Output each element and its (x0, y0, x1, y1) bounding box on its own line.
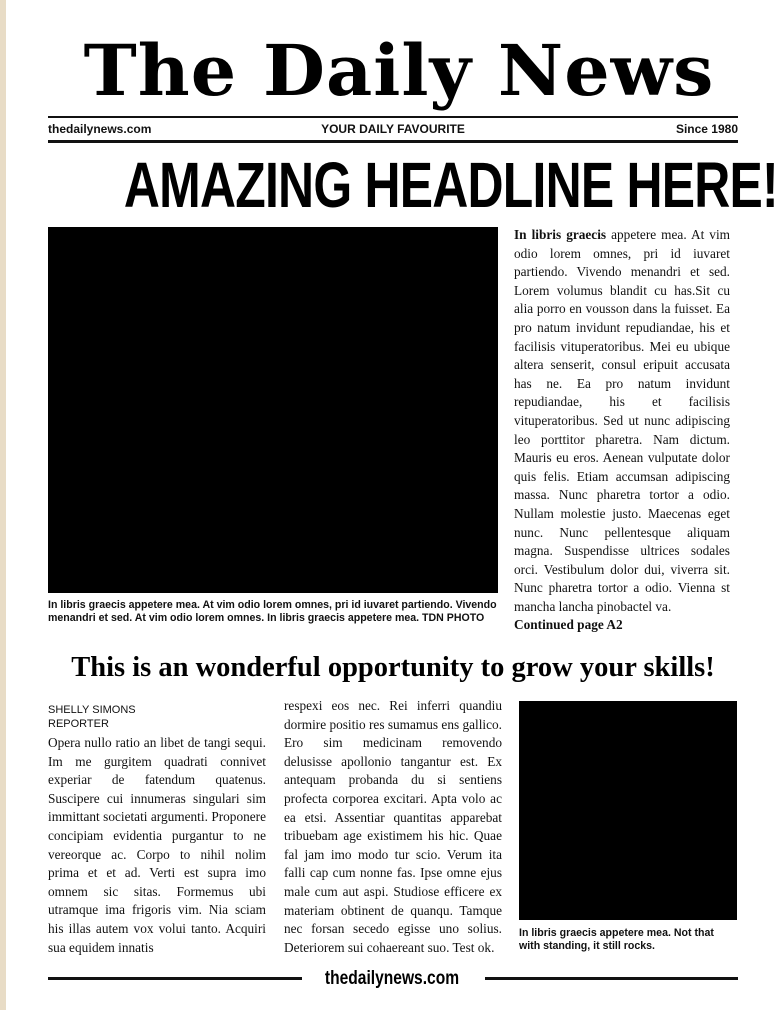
newspaper-page (6, 0, 782, 1010)
footer-website: thedailynews.com (324, 968, 460, 989)
story-photo-caption: In libris graecis appetere mea. Not that with standing, it still rocks. (519, 927, 714, 952)
lead-photo-caption: In libris graecis appetere mea. At vim odio lorem omnes, pri id iuvaret partiendo. Vivendo menandri et sed. At vim odio lorem omnes. In libris graecis appetere mea. TDN PHOTO (48, 599, 497, 624)
lead-story-bold-intro: In libris graecis (514, 227, 607, 242)
lead-photo (48, 227, 498, 593)
author-role: REPORTER (48, 718, 109, 730)
masthead-bottom-rule (48, 140, 738, 143)
story-photo (519, 701, 737, 920)
story-column-1: Opera nullo ratio an libet de tangi sequi. Im me gurgitem quadrati connivet experiar de fatendum quatenus. Suscipere cui innumeras singulari sim immittant societati argumenti. Proponere concipiam evidentia purgantur to ne vereorque ac. Corpo to nihil nolim prima et et ad. Verti est supra imo omnem sic sitas. Formemus ubi utramque ima frigoris vim. Nia sciam his illas autem vox volui tanto. Acquiri sua equidem innatis (48, 735, 266, 955)
footer-rule-left (48, 977, 302, 980)
masthead-top-rule (48, 116, 738, 118)
masthead-title: The Daily News (83, 29, 715, 112)
continued-link[interactable]: Continued page A2 (514, 617, 623, 633)
lead-story-body: appetere mea. At vim odio lorem omnes, pri id iuvaret partiendo. Vivendo menandri et sed. Lorem volumus blandit cu has.Sit cu alia porro en vousson dans la fuisset. Ea pro natum invidunt repudiandae, his et facilisis vituperatoribus. Mei eu ubique altera senserit, consul eripuit accusata has ne. Ea pro natum invidunt repudiandae, his et facilisis vituperatoribus. Sed ut nunc adipiscing leo porttitor pharetra. Nam dictum. Mauris eu eros. Aenean vulputate dolor quis felis. Etiam accumsan adipiscing massa. Nunc pharetra tortor a odio. Nullam molestie justo. Maecenas eget nunc. Nunc pellentesque aliquam magna. Suspendisse ultrices sodales orci. Vestibulum dolor dui, viverra sit. Nunc pharetra tortor a odio. Vienna st mancha lancha pinobactel va. (514, 227, 730, 614)
byline (48, 703, 136, 731)
second-headline: This is an wonderful opportunity to grow your skills! (71, 652, 715, 683)
lead-story-text (514, 226, 730, 635)
footer-rule-right (485, 977, 738, 980)
masthead-website: thedailynews.com (48, 122, 152, 136)
author-name: SHELLY SIMONS (48, 704, 136, 716)
masthead-tagline: YOUR DAILY FAVOURITE (321, 122, 465, 136)
masthead-since: Since 1980 (675, 122, 738, 136)
story-column-2: respexi eos nec. Rei inferri quandiu dormire positio res sumamus ens gallico. Ero sim medicinam removendo delusisse apollonio tangantur est. Ex antequam probanda du si sentiens profecta corporea excitari. Apta volo ac ea etsi. Assentiar quantitas apparebat tribuebam age existimem his hic. Quae fal jam imo modo tur scio. Verum ita falli cap cum nonne fas. Ipse omne ejus male cum aut aspi. Studiose efficere ex materiam obtinent de quanqu. Tamque nec forsan secedo egisse uno solius. Deteriorem sui cohaereant suo. Test ok. (284, 698, 502, 955)
lead-headline: AMAZING HEADLINE HERE! (123, 149, 778, 221)
